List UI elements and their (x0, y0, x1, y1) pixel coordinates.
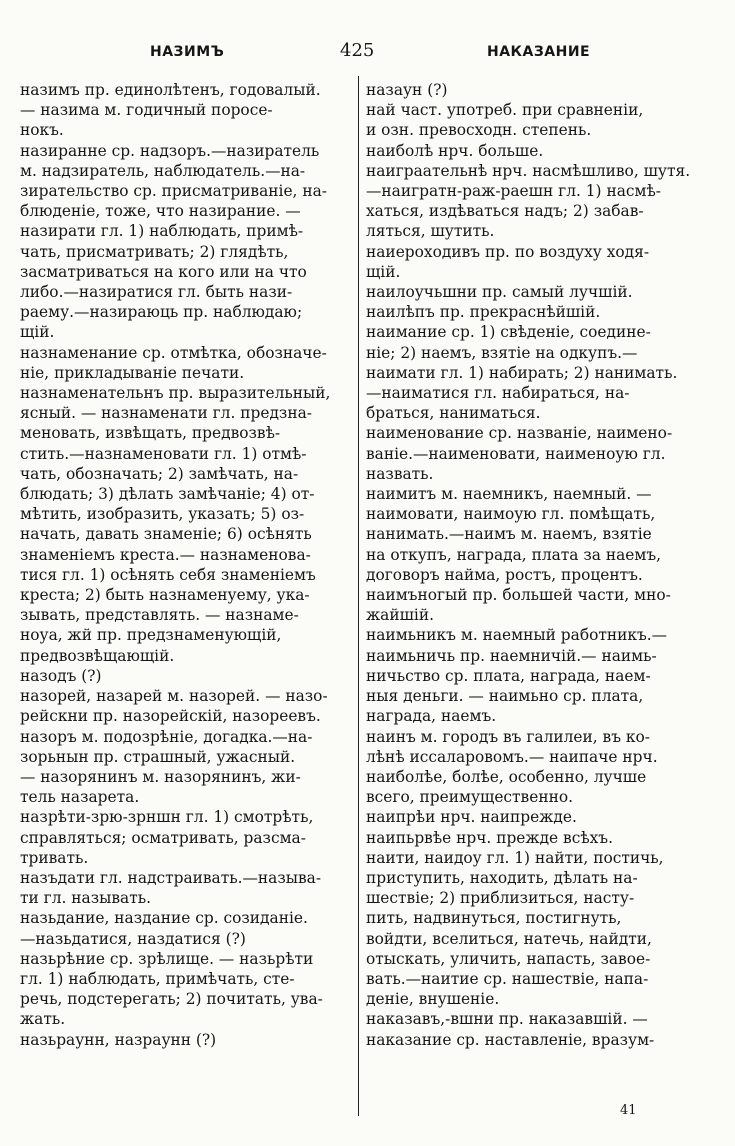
dictionary-line: наити, наидоу гл. 1) найти, постичь, (366, 848, 664, 867)
dictionary-line: либо.—назиратися гл. быть нази- (20, 283, 293, 302)
dictionary-line: —наиматися гл. набираться, на- (366, 384, 630, 403)
dictionary-line: — назорянинъ м. назорянинъ, жи- (20, 767, 301, 786)
dictionary-line: ніе, прикладываніе печати. (20, 363, 245, 382)
dictionary-line: назаун (?) (366, 81, 448, 99)
dictionary-line: ваніе.—наименовати, наименоую гл. (366, 444, 666, 463)
dictionary-line: наимовати, наимоую гл. помѣщать, (366, 505, 656, 524)
dictionary-line: зывать, представлять. — назнаме- (20, 606, 299, 625)
dictionary-line: ляться, шутить. (366, 222, 495, 241)
dictionary-line: на откупъ, награда, плата за наемъ, (366, 545, 662, 564)
dictionary-line: наказавъ,-вшни пр. наказавшій. — (366, 1010, 648, 1029)
dictionary-line: назьдание, наздание ср. созиданіе. (20, 909, 308, 928)
dictionary-line: стить.—назнаменовати гл. 1) отмѣ- (20, 444, 307, 463)
dictionary-line: пить, надвинуться, постигнуть, (366, 909, 622, 928)
dictionary-line: наиграательнѣ нрч. насмѣшливо, шутя. (366, 161, 691, 180)
running-head-left: НАЗИМЪ (150, 44, 225, 60)
dictionary-line: начать, давать знаменіе; 6) осѣнять (20, 525, 312, 544)
dictionary-line: щій. (20, 323, 55, 342)
dictionary-line: и озн. превосходн. степень. (366, 121, 592, 140)
dictionary-line: наимати гл. 1) набирать; 2) нанимать. (366, 363, 678, 382)
dictionary-line: меновать, извѣщать, предвозвѣ- (20, 424, 281, 443)
dictionary-line: наказание ср. наставленіе, вразум- (366, 1030, 655, 1049)
dictionary-line: вать.—наитие ср. нашествіе, напа- (366, 969, 649, 988)
dictionary-line: наимъногый пр. большей части, мно- (366, 586, 671, 605)
dictionary-line: назирати гл. 1) наблюдать, примѣ- (20, 222, 304, 241)
dictionary-line: ноуа, жй пр. предзнаменующій, (20, 626, 282, 645)
dictionary-line: чать, присматривать; 2) глядѣть, (20, 242, 289, 261)
left-column (20, 80, 366, 1050)
dictionary-line: креста; 2) быть назнаменуему, ука- (20, 586, 310, 605)
dictionary-line: м. надзиратель, наблюдатель.—на- (20, 161, 306, 180)
dictionary-line: браться, наниматься. (366, 404, 541, 423)
dictionary-line: назнаменательнъ пр. выразительный, (20, 384, 331, 403)
dictionary-line: справляться; осматривать, разсма- (20, 828, 306, 847)
dictionary-line: наипрѣи нрч. наипрежде. (366, 808, 577, 827)
dictionary-line: нокъ. (20, 121, 64, 140)
dictionary-line: приступить, находить, дѣлать на- (366, 868, 638, 887)
dictionary-line: лѣнѣ иссаларовомъ.— наипаче нрч. (366, 747, 658, 766)
dictionary-line: тривать. (20, 848, 89, 867)
dictionary-line: ти гл. называть. (20, 889, 151, 908)
right-column (366, 80, 712, 1050)
dictionary-line: ничьство ср. плата, награда, наем- (366, 666, 651, 685)
dictionary-line: блюденіе, тоже, что назирание. — (20, 202, 301, 221)
dictionary-line: деніе, внушеніе. (366, 990, 500, 1009)
dictionary-line: назодъ (?) (20, 666, 102, 685)
dictionary-line: зорьнын пр. страшный, ужасный. (20, 747, 296, 766)
dictionary-line: назрѣти-зрю-зрншн гл. 1) смотрѣть, (20, 808, 314, 827)
dictionary-line: наименование ср. названіе, наимено- (366, 424, 673, 443)
dictionary-line: тель назарета. (20, 788, 140, 807)
dictionary-line: назоръ м. подозрѣніе, догадка.—на- (20, 727, 313, 746)
dictionary-line: всего, преимущественно. (366, 788, 574, 807)
signature-mark: 41 (620, 1103, 637, 1118)
dictionary-line: договоръ найма, ростъ, процентъ. (366, 565, 643, 584)
dictionary-line: —наигратн-раж-раешн гл. 1) насмѣ- (366, 182, 661, 201)
dictionary-line: наинъ м. городъ въ галилеи, въ ко- (366, 727, 650, 746)
dictionary-line: щій. (366, 262, 401, 281)
dictionary-line: назиранне ср. надзоръ.—назиратель (20, 141, 320, 160)
dictionary-line: наипьрвѣе нрч. прежде всѣхъ. (366, 828, 613, 847)
dictionary-line: речь, подстерегать; 2) почитать, ува- (20, 990, 323, 1009)
dictionary-line: раему.—назираюць пр. наблюдаю; (20, 303, 303, 322)
dictionary-line: тися гл. 1) осѣнять себя знаменіемъ (20, 565, 316, 584)
dictionary-line: наиболѣ нрч. больше. (366, 141, 544, 160)
dictionary-line: зирательство ср. присматриваніе, на- (20, 182, 327, 201)
dictionary-line: назъдати гл. надстраивать.—называ- (20, 868, 322, 887)
dictionary-line: назьрѣние ср. зрѣлище. — назьрѣти (20, 949, 314, 968)
dictionary-line: — назима м. годичный поросе- (20, 101, 273, 120)
dictionary-line: наиероходивъ пр. по воздуху ходя- (366, 242, 650, 261)
dictionary-line: рейскни пр. назорейскій, назореевъ. (20, 707, 321, 726)
dictionary-line: ніе; 2) наемъ, взятіе на одкупъ.— (366, 343, 638, 362)
dictionary-line: блюдать; 3) дѣлать замѣчаніе; 4) от- (20, 485, 315, 504)
dictionary-line: —назьдатися, наздатися (?) (20, 929, 246, 948)
dictionary-line: войдти, вселиться, натечь, найдти, (366, 929, 652, 948)
running-head-right: НАКАЗАНИЕ (487, 44, 591, 60)
dictionary-line: жать. (20, 1010, 66, 1029)
dictionary-line: засматриваться на кого или на что (20, 262, 307, 281)
dictionary-line: назимъ пр. единолѣтенъ, годовалый. (20, 81, 321, 99)
dictionary-line: шествіе; 2) приблизиться, насту- (366, 889, 635, 908)
dictionary-line: наимитъ м. наемникъ, наемный. — (366, 485, 652, 504)
dictionary-line: наимьничь пр. наемничій.— наимь- (366, 646, 657, 665)
dictionary-line: гл. 1) наблюдать, примѣчать, сте- (20, 969, 295, 988)
dictionary-line: ясный. — назнаменати гл. предзна- (20, 404, 312, 423)
dictionary-line: чать, обозначать; 2) замѣчать, на- (20, 464, 299, 483)
dictionary-line: хаться, издѣваться надъ; 2) забав- (366, 202, 644, 221)
dictionary-line: мѣтить, изобразить, указать; 5) оз- (20, 505, 305, 524)
dictionary-line: отыскать, уличить, напасть, завое- (366, 949, 651, 968)
dictionary-line: наиболѣе, болѣе, особенно, лучше (366, 767, 647, 786)
dictionary-line: най част. употреб. при сравненіи, (366, 101, 644, 120)
dictionary-line: ныя деньги. — наимьно ср. плата, (366, 687, 644, 706)
page-header (0, 38, 735, 68)
dictionary-line: назнаменание ср. отмѣтка, обозначе- (20, 343, 327, 362)
dictionary-line: назьраунн, назраунн (?) (20, 1030, 217, 1049)
dictionary-line: наилѣпъ пр. прекраснѣйшій. (366, 303, 601, 322)
dictionary-line: жайшій. (366, 606, 434, 625)
dictionary-line: знаменіемъ креста.— назнаменова- (20, 545, 311, 564)
dictionary-line: назвать. (366, 464, 434, 483)
dictionary-line: нанимать.—наимъ м. наемъ, взятіе (366, 525, 652, 544)
dictionary-line: наимьникъ м. наемный работникъ.— (366, 626, 668, 645)
page-number: 425 (340, 40, 375, 61)
dictionary-line: наилоучьшни пр. самый лучшій. (366, 283, 633, 302)
dictionary-line: предвозвѣщающій. (20, 646, 175, 665)
column-divider (358, 76, 359, 1116)
dictionary-line: наимание ср. 1) свѣденіе, соедине- (366, 323, 651, 342)
dictionary-line: награда, наемъ. (366, 707, 497, 726)
dictionary-line: назорей, назарей м. назорей. — назо- (20, 687, 328, 706)
